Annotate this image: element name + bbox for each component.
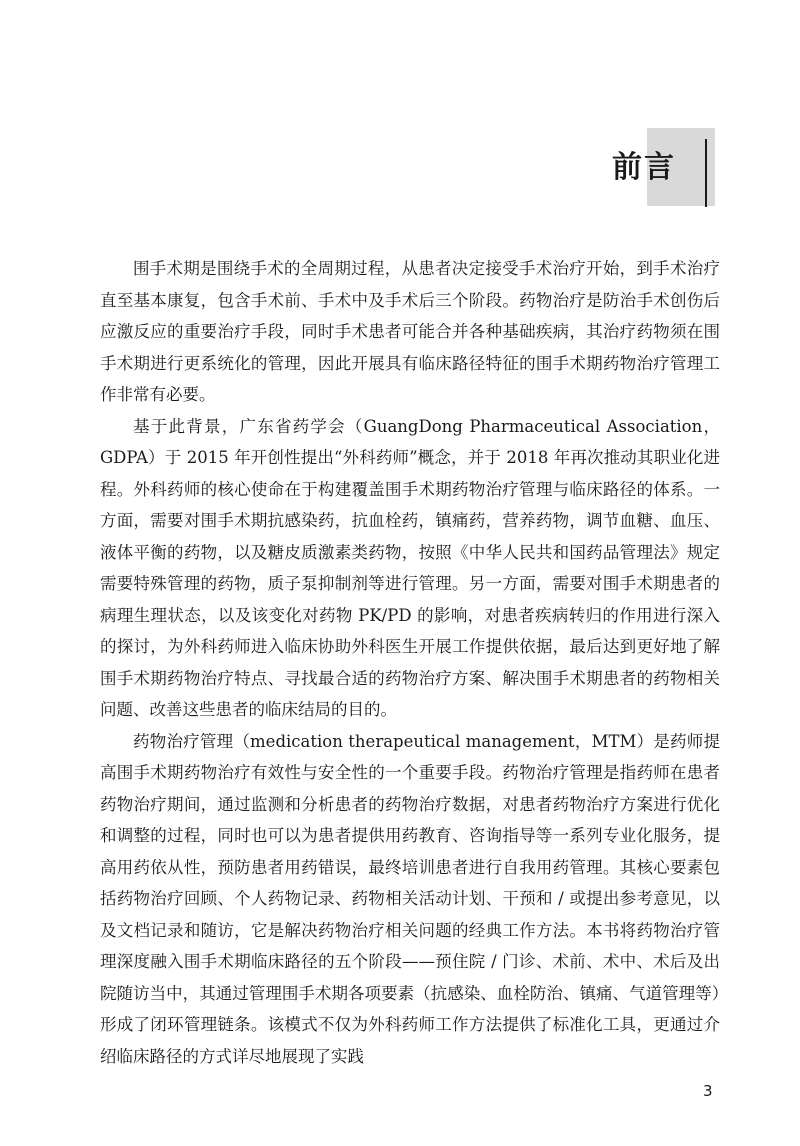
header-decoration-line: [705, 139, 707, 207]
paragraph-2: 基于此背景，广东省药学会（GuangDong Pharmaceutical Association，GDPA）于 2015 年开创性提出“外科药师”概念，并于 2018 年再次推动其职业化进程。外科药师的核心使命在于构建覆盖围手术期药物治疗管理与临床路径的体系。一方面，需要对围手术期抗感染药，抗血栓药，镇痛药，营养药物，调节血糖、血压、液体平衡的药物，以及糖皮质激素类药物，按照《中华人民共和国药品管理法》规定需要特殊管理的药物，质子泵抑制剂等进行管理。另一方面，需要对围手术期患者的病理生理状态，以及该变化对药物 PK/PD 的影响，对患者疾病转归的作用进行深入的探讨，为外科药师进入临床协助外科医生开展工作提供依据，最后达到更好地了解围手术期药物治疗特点、寻找最合适的药物治疗方案、解决围手术期患者的药物相关问题、改善这些患者的临床结局的目的。: [100, 416, 720, 719]
body-text: [100, 253, 720, 1072]
paragraph-3: 药物治疗管理（medication therapeutical management，MTM）是药师提高围手术期药物治疗有效性与安全性的一个重要手段。药物治疗管理是指药师在患者药物治疗期间，通过监测和分析患者的药物治疗数据，对患者药物治疗方案进行优化和调整的过程，同时也可以为患者提供用药教育、咨询指导等一系列专业化服务，提高用药依从性，预防患者用药错误，最终培训患者进行自我用药管理。其核心要素包括药物治疗回顾、个人药物记录、药物相关活动计划、干预和 / 或提出参考意见，以及文档记录和随访，它是解决药物治疗相关问题的经典工作方法。本书将药物治疗管理深度融入围手术期临床路径的五个阶段——预住院 / 门诊、术前、术中、术后及出院随访当中，其通过管理围手术期各项要素（抗感染、血栓防治、镇痛、气道管理等）形成了闭环管理链条。该模式不仅为外科药师工作方法提供了标准化工具，更通过介绍临床路径的方式详尽地展现了实践: [100, 731, 720, 1066]
paragraph-1: 围手术期是围绕手术的全周期过程，从患者决定接受手术治疗开始，到手术治疗直至基本康复，包含手术前、手术中及手术后三个阶段。药物治疗是防治手术创伤后应激反应的重要治疗手段，同时手术患者可能合并各种基础疾病，其治疗药物须在围手术期进行更系统化的管理，因此开展具有临床路径特征的围手术期药物治疗管理工作非常有必要。: [100, 259, 720, 404]
chapter-title: 前言: [612, 150, 676, 185]
page-number: 3: [703, 1082, 713, 1100]
